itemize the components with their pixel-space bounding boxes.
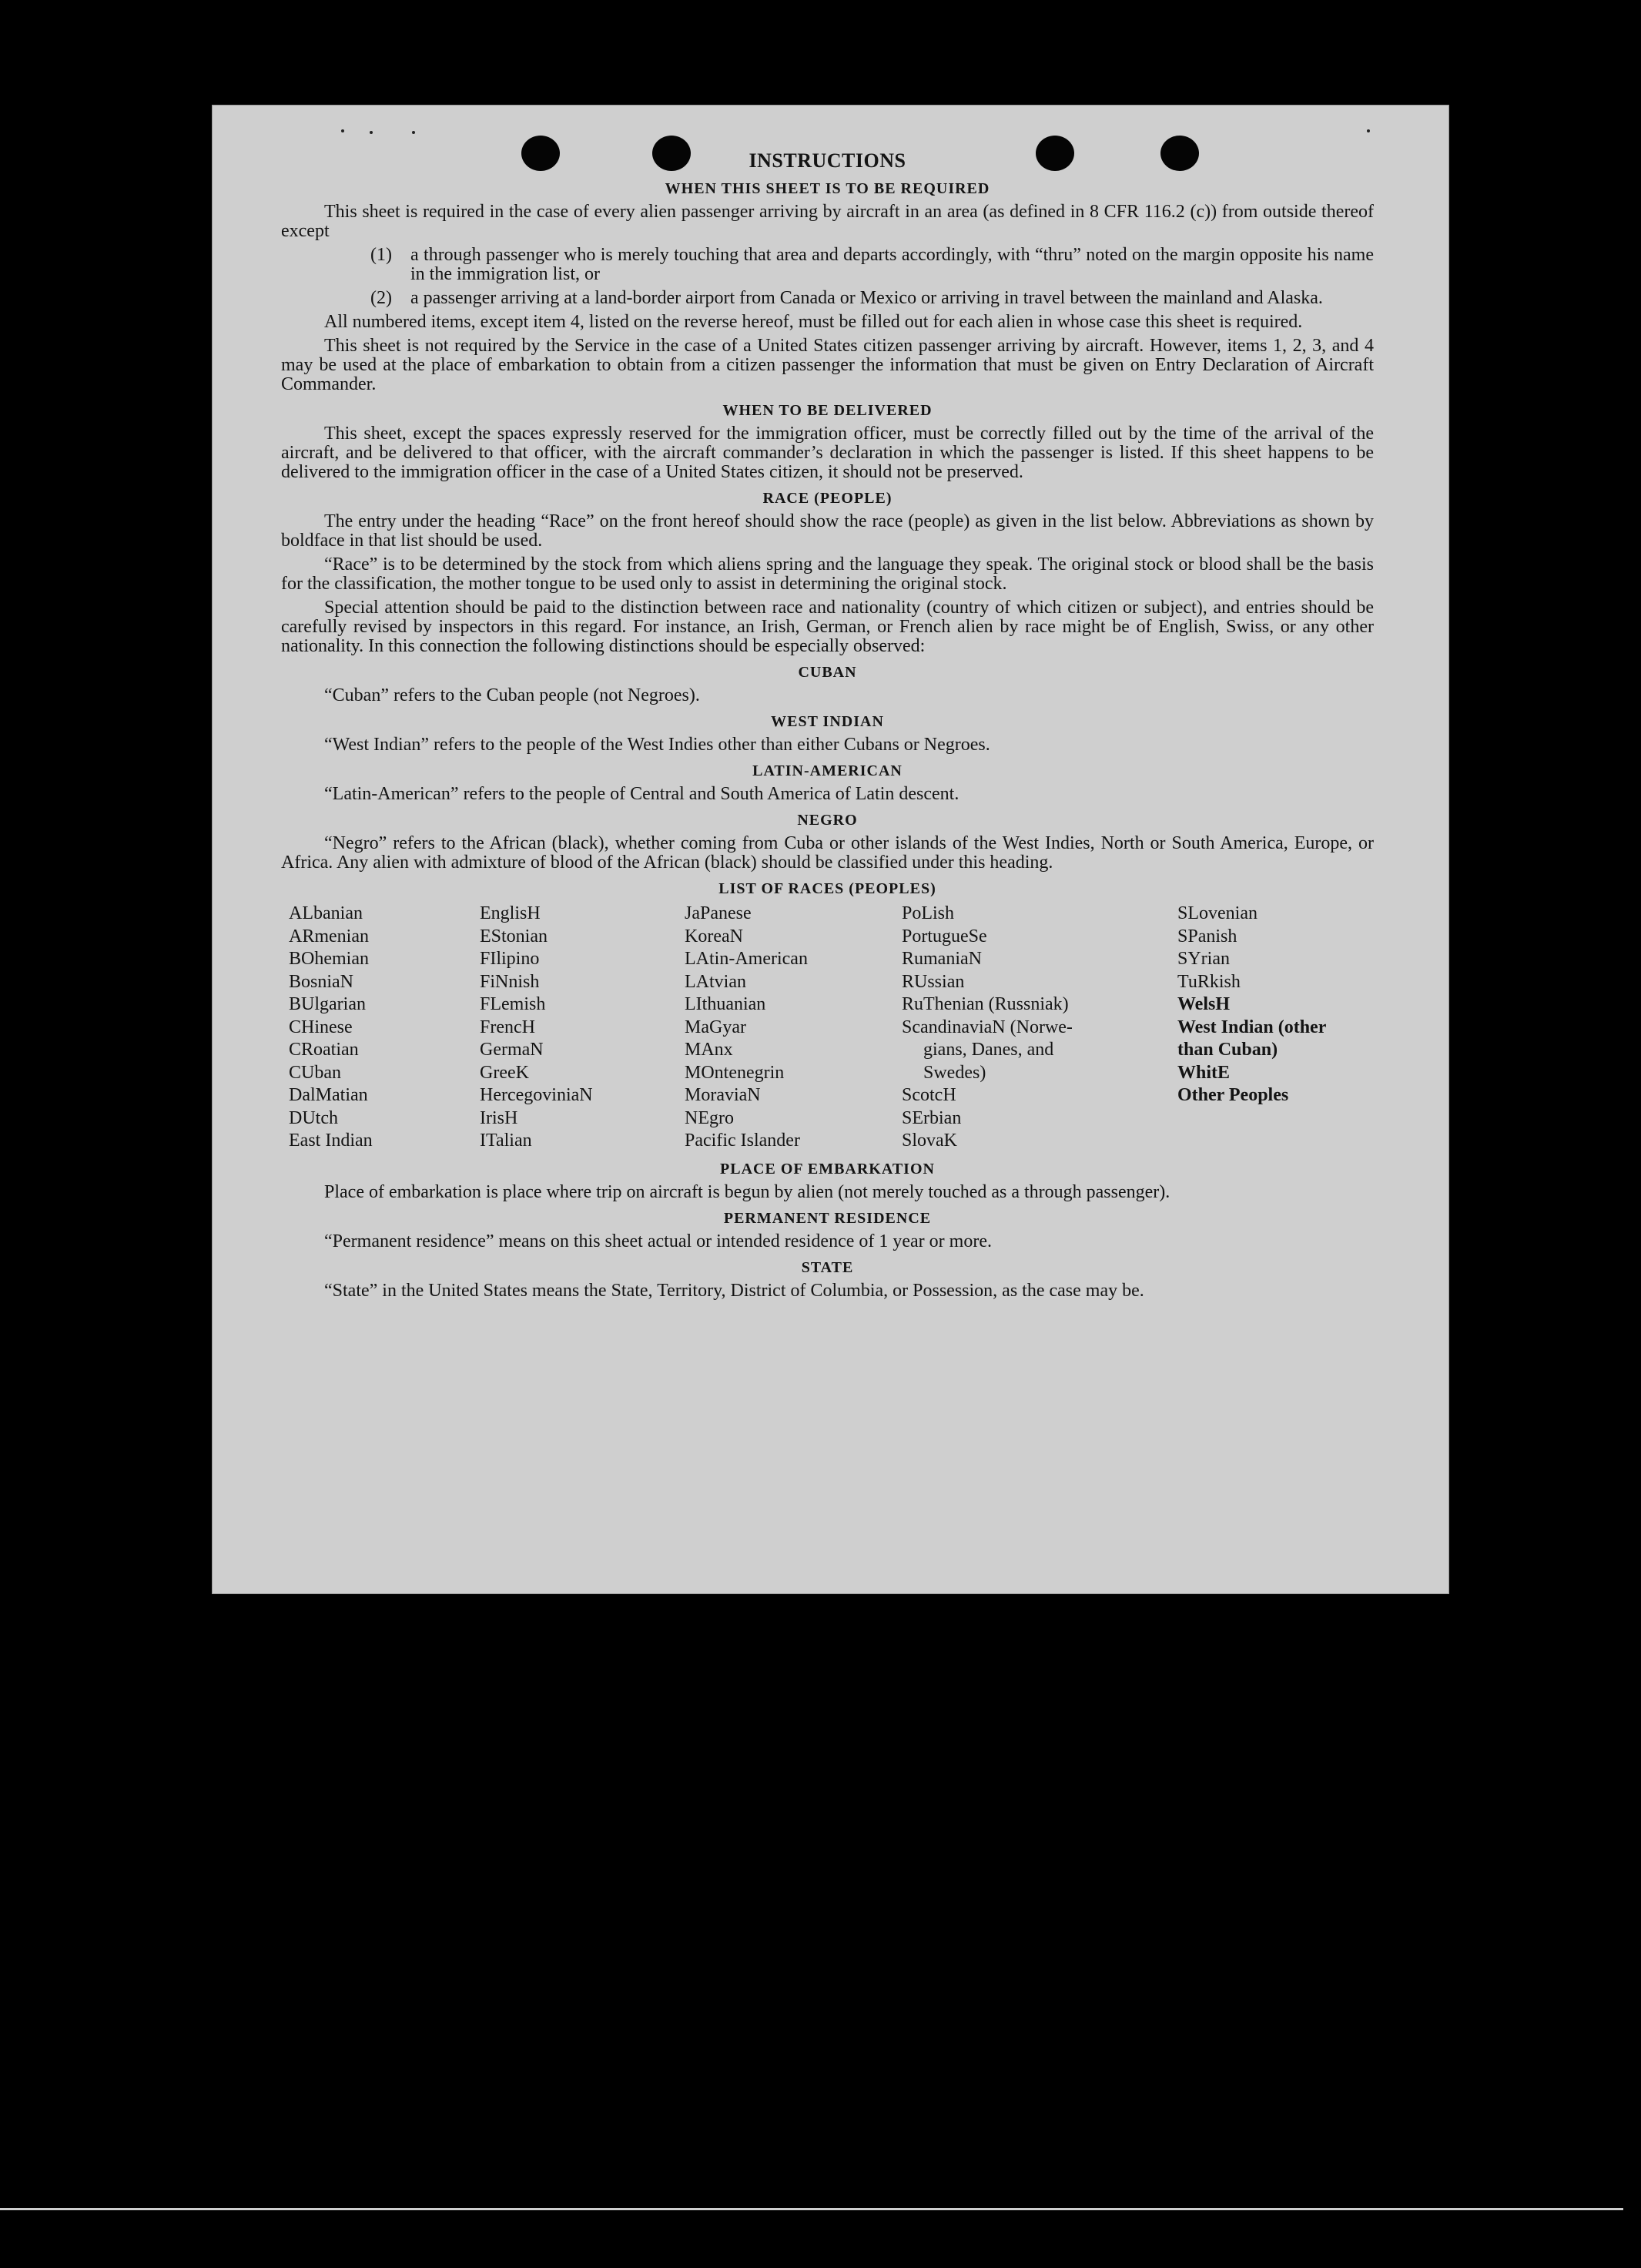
race-entry: LAtin-American bbox=[685, 949, 808, 969]
race-entry: RumaniaN bbox=[902, 949, 982, 969]
scan-speck bbox=[1367, 129, 1370, 132]
race-entry: IrisH bbox=[480, 1107, 518, 1128]
section-heading: WHEN TO BE DELIVERED bbox=[722, 402, 933, 419]
section-heading: WHEN THIS SHEET IS TO BE REQUIRED bbox=[665, 180, 990, 197]
paragraph: This sheet is not required by the Service in the case of a United States citizen passenger arriving by aircraft. However, items 1, 2, 3, and 4 may be used at the place of embarkation to obtain from a citizen passenger the information that must be given on Entry Declaration of Aircraft Commander. bbox=[281, 336, 1374, 394]
race-entry: PoLish bbox=[902, 903, 955, 923]
scan-speck bbox=[341, 129, 344, 132]
race-entry: PortugueSe bbox=[902, 926, 987, 946]
race-entry: WelsH bbox=[1177, 994, 1231, 1014]
race-entry: Pacific Islander bbox=[685, 1131, 800, 1151]
punch-hole bbox=[521, 136, 560, 171]
scan-speck bbox=[412, 131, 415, 134]
paragraph: “Cuban” refers to the Cuban people (not Negroes). bbox=[324, 685, 700, 705]
section-heading: STATE bbox=[801, 1258, 854, 1276]
race-entry: FiNnish bbox=[480, 971, 540, 992]
scan-speck bbox=[370, 131, 373, 134]
item-number: (1) bbox=[370, 245, 392, 265]
race-entry: MOntenegrin bbox=[685, 1062, 785, 1083]
document-page bbox=[212, 105, 1449, 1594]
race-column bbox=[480, 903, 685, 1153]
race-entry: LAtvian bbox=[685, 971, 746, 992]
race-entry: CRoatian bbox=[289, 1040, 359, 1060]
paragraph: The entry under the heading “Race” on the front hereof should show the race (people) as given in the list below. Abbreviations as shown by boldface in that list should be used. bbox=[281, 511, 1374, 551]
race-entry: East Indian bbox=[289, 1131, 373, 1151]
paragraph: “Permanent residence” means on this sheet actual or intended residence of 1 year or more. bbox=[324, 1231, 992, 1251]
race-entry: RuThenian (Russniak) bbox=[902, 994, 1069, 1014]
race-entry: MoraviaN bbox=[685, 1085, 761, 1105]
race-entry: DalMatian bbox=[289, 1085, 368, 1105]
section-heading: LIST OF RACES (PEOPLES) bbox=[718, 880, 936, 897]
race-entry: FLemish bbox=[480, 994, 546, 1014]
race-entry: DUtch bbox=[289, 1107, 338, 1128]
race-entry: BUlgarian bbox=[289, 994, 366, 1014]
race-entry: West Indian (other bbox=[1177, 1017, 1327, 1037]
race-entry: SYrian bbox=[1177, 949, 1230, 969]
section-heading: RACE (PEOPLE) bbox=[762, 490, 893, 507]
race-list bbox=[289, 903, 1374, 1153]
paragraph: This sheet is required in the case of every alien passenger arriving by aircraft in an area (as defined in 8 CFR 116.2 (c)) from outside thereof except bbox=[281, 202, 1374, 241]
race-entry: JaPanese bbox=[685, 903, 752, 923]
race-entry: Swedes) bbox=[923, 1062, 986, 1083]
paragraph: “Race” is to be determined by the stock from which aliens spring and the language they speak. The original stock or blood shall be the basis for the classification, the mother tongue to be used only to assist in determining the original stock. bbox=[281, 554, 1374, 594]
race-entry: GermaN bbox=[480, 1040, 544, 1060]
section-heading: PLACE OF EMBARKATION bbox=[720, 1160, 935, 1178]
paragraph: “West Indian” refers to the people of the West Indies other than either Cubans or Negroes. bbox=[324, 735, 990, 755]
race-entry: SPanish bbox=[1177, 926, 1237, 946]
item-number: (2) bbox=[370, 288, 392, 308]
race-entry: NEgro bbox=[685, 1107, 734, 1128]
punch-hole bbox=[1036, 136, 1074, 171]
race-column bbox=[902, 903, 1177, 1153]
paragraph: This sheet, except the spaces expressly reserved for the immigration officer, must be correctly filled out by the time of the arrival of the aircraft, and be delivered to that officer, with the aircraft commander’s declaration in which the passenger is listed. If this sheet happens to be delivered to the immigration officer in the case of a United States citizen, it should not be preserved. bbox=[281, 424, 1374, 482]
race-entry: LIthuanian bbox=[685, 994, 766, 1014]
paragraph: “Latin-American” refers to the people of Central and South America of Latin descent. bbox=[324, 784, 959, 804]
race-entry: HercegoviniaN bbox=[480, 1085, 593, 1105]
item-text: a passenger arriving at a land-border airport from Canada or Mexico or arriving in travel between the mainland and Alaska. bbox=[410, 288, 1323, 308]
paragraph: “Negro” refers to the African (black), whether coming from Cuba or other islands of the West Indies, North or South America, Europe, or Africa. Any alien with admixture of blood of the African (black) should be classified under this heading. bbox=[281, 833, 1374, 873]
paragraph: “State” in the United States means the State, Territory, District of Columbia, or Possession, as the case may be. bbox=[324, 1280, 1144, 1301]
race-entry: FrencH bbox=[480, 1017, 535, 1037]
section-heading: CUBAN bbox=[798, 664, 857, 681]
page-title: INSTRUCTIONS bbox=[748, 149, 906, 172]
exception-item bbox=[370, 246, 1374, 284]
race-entry: FIlipino bbox=[480, 949, 540, 969]
race-entry: WhitE bbox=[1177, 1062, 1231, 1083]
race-column bbox=[1177, 903, 1393, 1153]
exception-item bbox=[370, 289, 1374, 308]
race-entry: gians, Danes, and bbox=[923, 1040, 1054, 1060]
race-entry: EnglisH bbox=[480, 903, 541, 923]
race-entry: CHinese bbox=[289, 1017, 353, 1037]
race-entry: ScandinaviaN (Norwe- bbox=[902, 1017, 1073, 1037]
section-heading: LATIN-AMERICAN bbox=[752, 762, 903, 779]
race-entry: ARmenian bbox=[289, 926, 369, 946]
paragraph: Place of embarkation is place where trip on aircraft is begun by alien (not merely touched as a through passenger). bbox=[324, 1181, 1170, 1202]
race-entry: Other Peoples bbox=[1177, 1085, 1289, 1105]
paragraph: Special attention should be paid to the distinction between race and nationality (country of which citizen or subject), and entries should be carefully revised by inspectors in this regard. For instance, an Irish, German, or French alien by race might be of English, Swiss, or any other nationality. In this connection the following distinctions should be especially observed: bbox=[281, 598, 1374, 656]
race-entry: than Cuban) bbox=[1177, 1040, 1278, 1060]
race-entry: ITalian bbox=[480, 1131, 532, 1151]
race-entry: MAnx bbox=[685, 1040, 733, 1060]
section-heading: PERMANENT RESIDENCE bbox=[723, 1209, 932, 1227]
race-entry: CUban bbox=[289, 1062, 341, 1083]
race-entry: SErbian bbox=[902, 1107, 962, 1128]
race-entry: MaGyar bbox=[685, 1017, 746, 1037]
paragraph: All numbered items, except item 4, listed on the reverse hereof, must be filled out for each alien in whose case this sheet is required. bbox=[324, 312, 1303, 332]
race-column bbox=[685, 903, 902, 1153]
race-entry: ScotcH bbox=[902, 1085, 956, 1105]
section-heading: NEGRO bbox=[797, 812, 858, 829]
race-entry: BOhemian bbox=[289, 949, 369, 969]
race-entry: ALbanian bbox=[289, 903, 363, 923]
section-heading: WEST INDIAN bbox=[771, 713, 884, 730]
race-entry: KoreaN bbox=[685, 926, 743, 946]
race-entry: GreeK bbox=[480, 1062, 529, 1083]
item-text: a through passenger who is merely touching that area and departs accordingly, with “thru” noted on the margin opposite his name in the immigration list, or bbox=[410, 245, 1374, 284]
race-entry: BosniaN bbox=[289, 971, 353, 992]
race-entry: EStonian bbox=[480, 926, 548, 946]
punch-hole bbox=[652, 136, 691, 171]
punch-hole bbox=[1160, 136, 1199, 171]
race-entry: RUssian bbox=[902, 971, 965, 992]
race-entry: SlovaK bbox=[902, 1131, 957, 1151]
race-column bbox=[289, 903, 480, 1153]
race-entry: TuRkish bbox=[1177, 971, 1241, 992]
race-entry: SLovenian bbox=[1177, 903, 1258, 923]
scan-edge-line bbox=[0, 2208, 1623, 2210]
